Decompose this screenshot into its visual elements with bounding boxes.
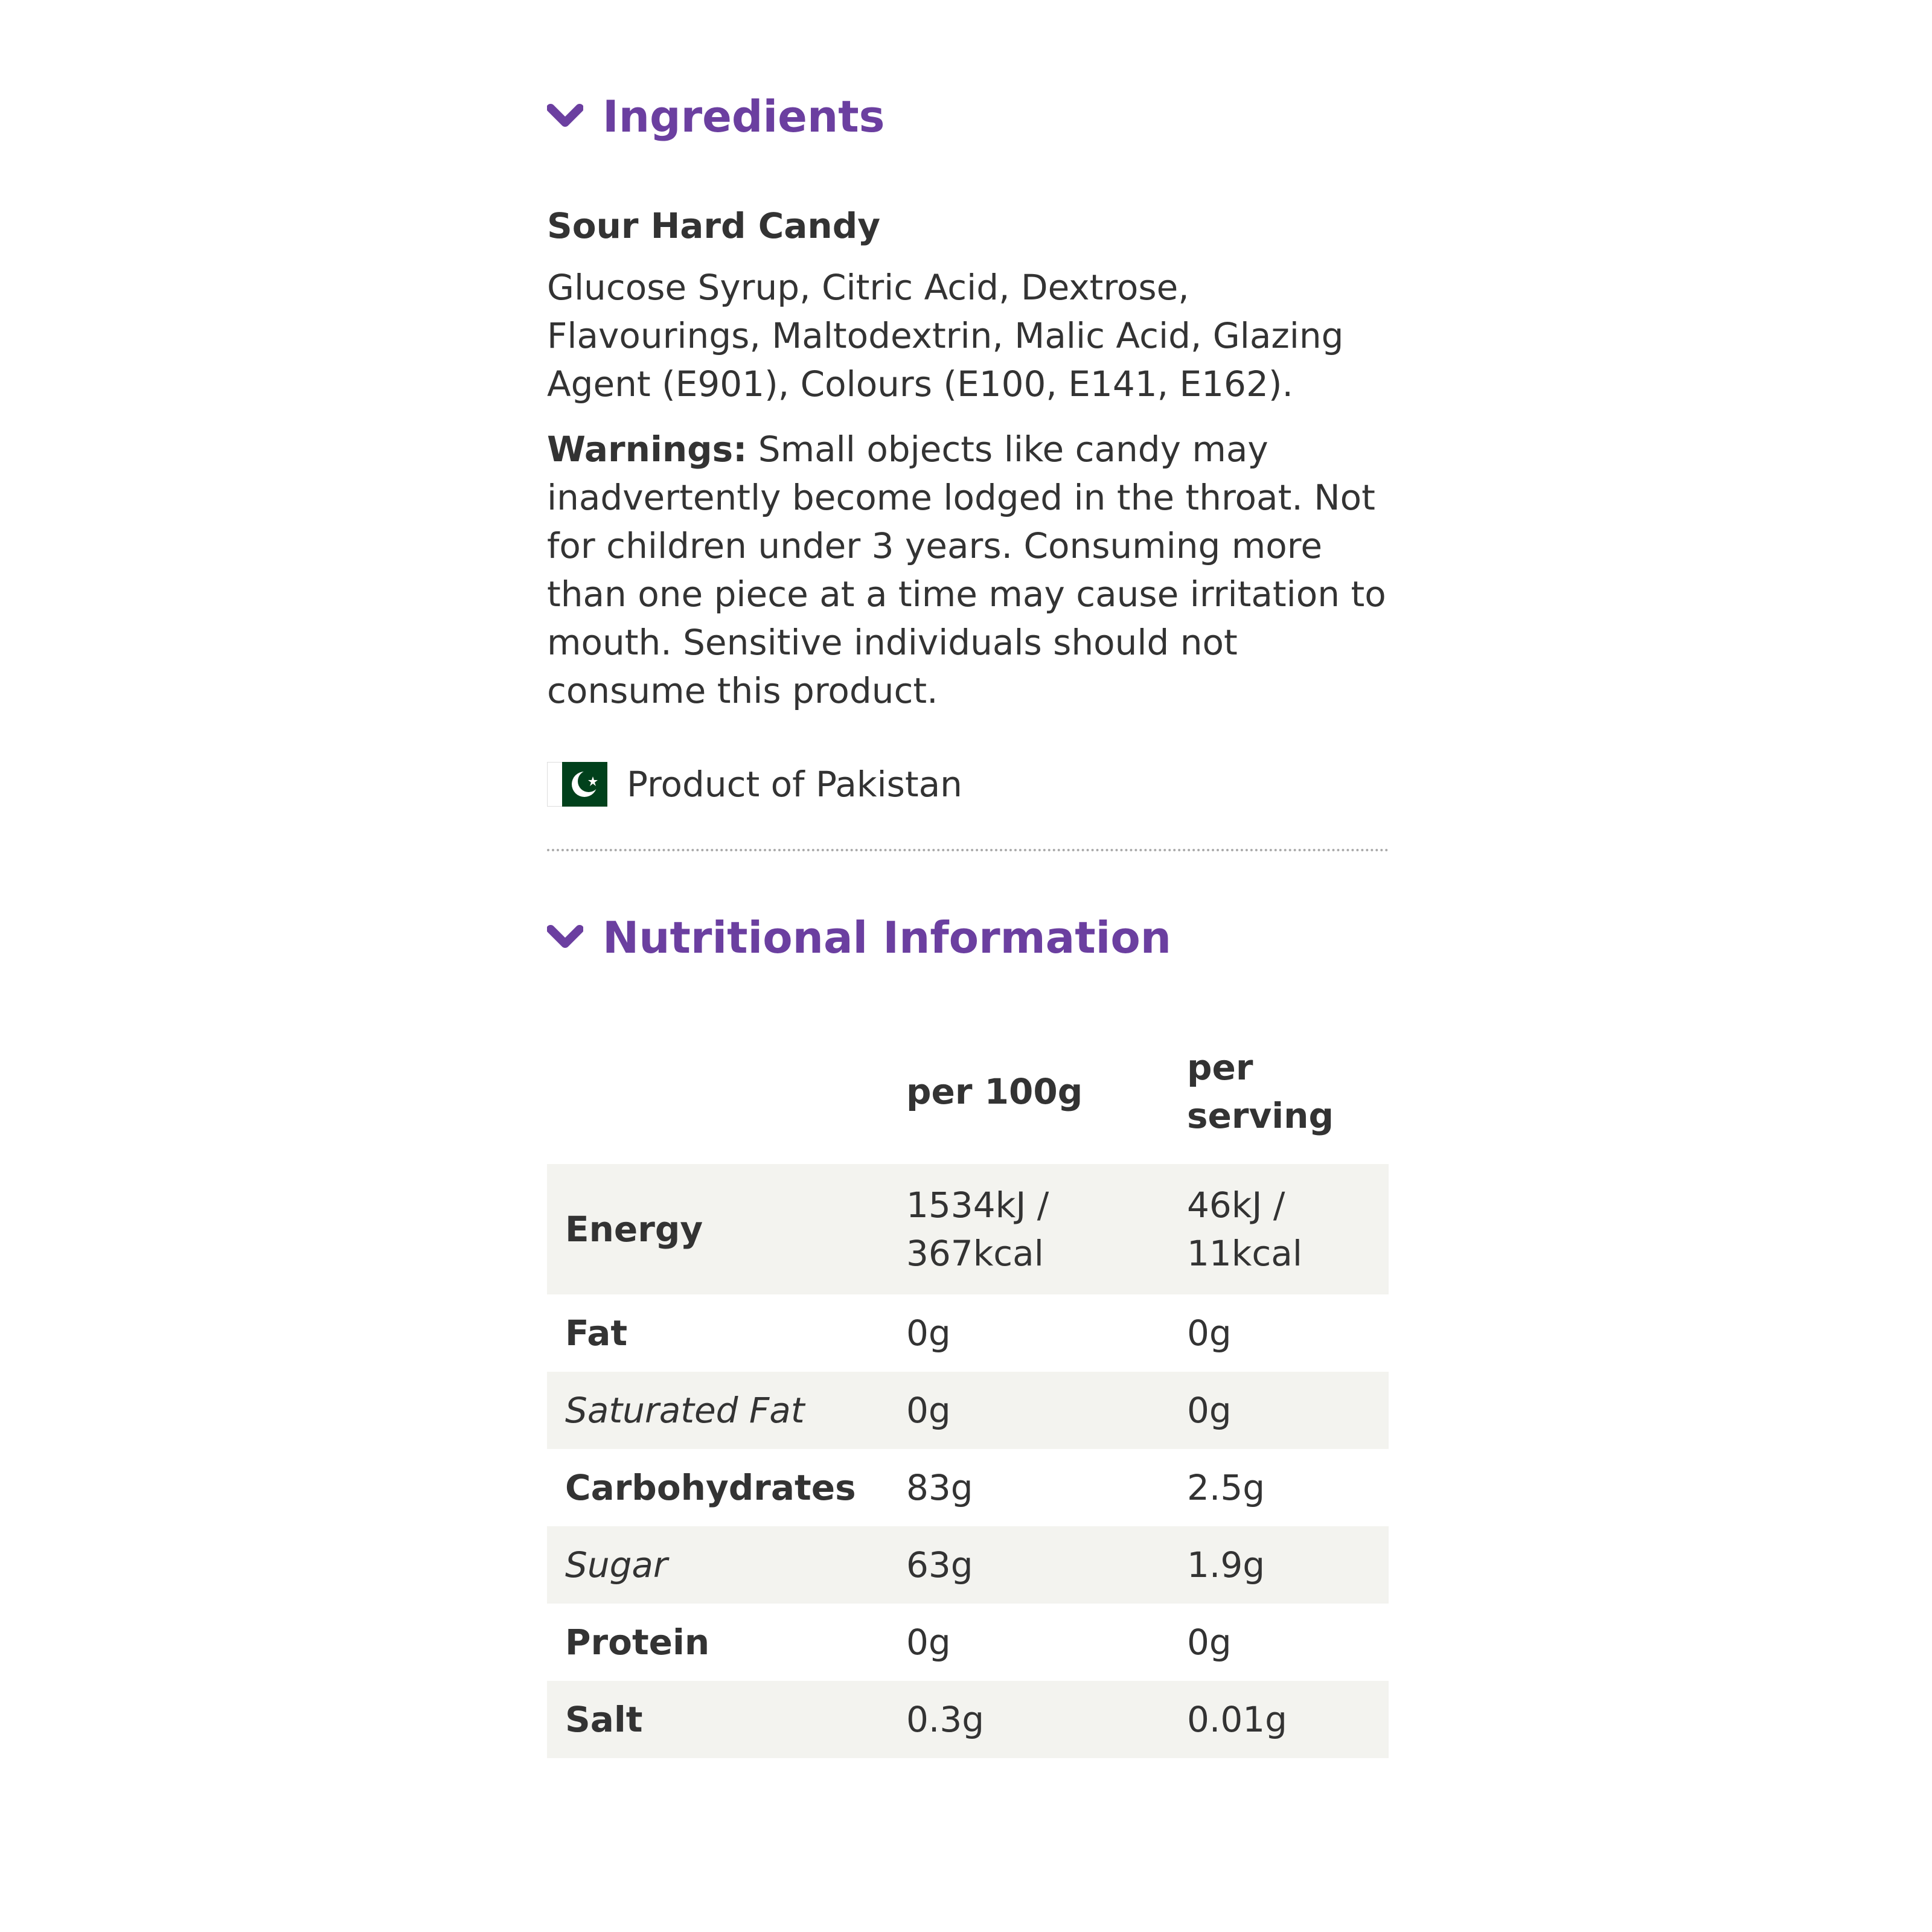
table-row xyxy=(547,1372,1389,1449)
per-serving-value: 0.01g xyxy=(1169,1681,1389,1758)
ingredients-title: Ingredients xyxy=(603,91,885,142)
warnings-label: Warnings: xyxy=(547,428,747,470)
product-origin xyxy=(547,762,1389,807)
origin-text: Product of Pakistan xyxy=(627,763,962,805)
per-100g-value: 0g xyxy=(906,1313,951,1354)
warnings-text xyxy=(547,425,1389,715)
per-serving-header-text: per serving xyxy=(1187,1047,1334,1137)
per-serving-value: 0g xyxy=(1187,1622,1232,1663)
nutrient-name: Carbohydrates xyxy=(565,1467,856,1509)
section-divider xyxy=(547,849,1389,851)
table-row xyxy=(547,1449,1389,1526)
product-name: Sour Hard Candy xyxy=(547,205,881,247)
product-details xyxy=(547,91,1389,1758)
per-100g-header: per 100g xyxy=(906,1071,1083,1113)
per-100g-value: 63g xyxy=(888,1526,1169,1604)
nutrient-name: Salt xyxy=(547,1681,888,1758)
chevron-down-icon xyxy=(547,103,583,130)
table-row xyxy=(547,1164,1389,1294)
nutrition-title: Nutritional Information xyxy=(603,912,1172,963)
per-serving-value: 2.5g xyxy=(1187,1467,1265,1509)
ingredients-list: Glucose Syrup, Citric Acid, Dextrose, Flavourings, Maltodextrin, Malic Acid, Glazing Agent (E901), Colours (E100, E141, E162). xyxy=(547,266,1344,405)
nutrient-name: Saturated Fat xyxy=(547,1372,888,1449)
nutrient-name: Fat xyxy=(565,1313,628,1354)
per-serving-value: 1.9g xyxy=(1169,1526,1389,1604)
warnings-body: Small objects like candy may inadvertently become lodged in the throat. Not for children under 3 years. Consuming more than one piece at a time may cause irritation to mouth. Sensitive individuals should not consume this product. xyxy=(547,428,1386,711)
per-100g-value: 0g xyxy=(888,1372,1169,1449)
ingredients-toggle[interactable] xyxy=(547,91,1389,142)
table-row xyxy=(547,1294,1389,1372)
pakistan-flag-icon xyxy=(547,762,607,807)
nutrition-table xyxy=(547,1043,1389,1758)
per-serving-value: 0g xyxy=(1187,1313,1232,1354)
nutrient-name: Protein xyxy=(565,1622,710,1663)
table-row xyxy=(547,1526,1389,1604)
nutrient-name: Sugar xyxy=(547,1526,888,1604)
nutrition-header-row xyxy=(547,1043,1389,1164)
per-serving-value xyxy=(1169,1164,1389,1294)
table-row xyxy=(547,1604,1389,1681)
nutrition-toggle[interactable] xyxy=(547,912,1389,964)
per-100g-value: 0.3g xyxy=(888,1681,1169,1758)
per-serving-value-text: 46kJ / 11kcal xyxy=(1187,1185,1302,1275)
per-100g-value: 83g xyxy=(906,1467,973,1509)
table-row xyxy=(547,1681,1389,1758)
nutrient-name: Energy xyxy=(547,1164,888,1294)
nutrient-column-header xyxy=(547,1043,888,1164)
per-serving-value: 0g xyxy=(1169,1372,1389,1449)
per-100g-value: 0g xyxy=(906,1622,951,1663)
chevron-down-icon xyxy=(547,924,583,951)
per-serving-header xyxy=(1169,1043,1389,1164)
per-100g-value-text: 1534kJ / 367kcal xyxy=(906,1185,1049,1275)
per-100g-value xyxy=(888,1164,1169,1294)
